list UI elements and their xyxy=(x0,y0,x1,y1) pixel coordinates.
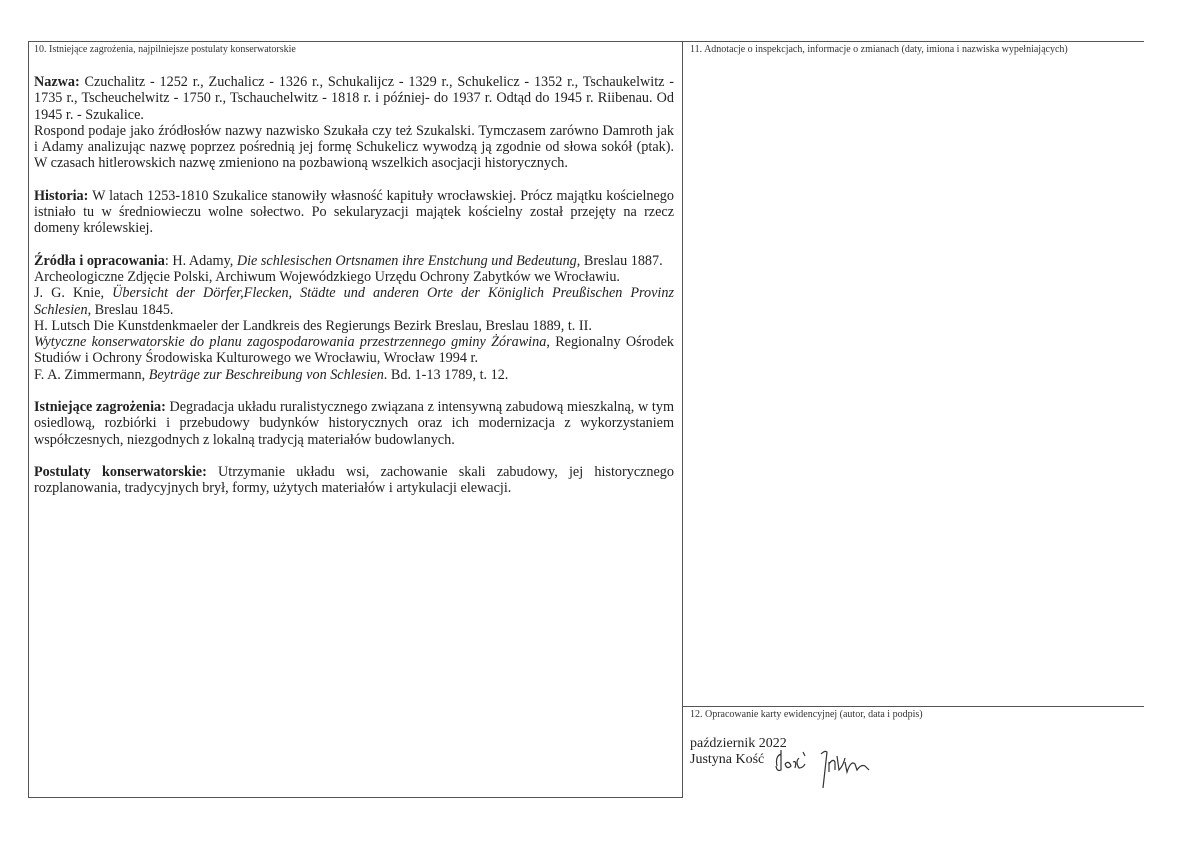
card-date: październik 2022 xyxy=(690,736,787,751)
section11-caption: 11. Adnotacje o inspekcjach, informacje o zmianach (daty, imiona i nazwiska wypełniających) xyxy=(690,44,1068,55)
source-pre: : H. Adamy, xyxy=(164,252,237,269)
source-pre: J. G. Knie, xyxy=(34,285,113,302)
zagrozenia-label: Istniejące zagrożenia: xyxy=(34,399,166,416)
source-pre: F. A. Zimmermann, xyxy=(34,366,149,383)
postulaty-paragraph xyxy=(34,464,674,497)
frame-top-line xyxy=(28,41,1144,42)
frame-bottom-line xyxy=(28,797,683,798)
source-post: , Breslau 1887. xyxy=(576,252,663,269)
historia-label: Historia: xyxy=(34,187,89,204)
historia-paragraph xyxy=(34,188,674,237)
nazwa-etymology: Rospond podaje jako źródłosłów nazwy nazwisko Szukała czy też Szukalski. Tymczasem zarówno Damroth jak i Adamy analizując nazwę poprzez pośrednią jej formę Schukelicz wywodzą ją zgodnie od słowa sokół (ptak). W czasach hitlerowskich nazwę zmieniono na pozbawioną wszelkich asocjacji historycznych. xyxy=(34,122,674,172)
zagrozenia-text: Degradacja układu ruralistycznego związana z intensywną zabudową mieszkalną, w tym osiedlową, rozbiórki i przebudowy budynków historycznych oraz ich modernizacja z wykorzystaniem współczesnych, niezgodnych z lokalną tradycją materiałów budowlanych. xyxy=(34,399,674,448)
frame-left-line xyxy=(28,41,29,798)
source-italic: Beyträge zur Beschreibung von Schlesien xyxy=(148,366,384,383)
source-pre: H. Lutsch Die Kunstdenkmaeler der Landkreis des Regierungs Bezirk Breslau, Breslau 1889, t. II. xyxy=(34,317,592,334)
card-author: Justyna Kość xyxy=(690,752,765,767)
source-entry xyxy=(34,334,674,366)
source-italic: Die schlesischen Ortsnamen ihre Enstchung und Bedeutung xyxy=(236,252,577,269)
source-entry xyxy=(34,318,592,334)
zrodla-paragraph xyxy=(34,253,674,383)
nazwa-paragraph xyxy=(34,74,674,172)
source-italic: Wytyczne konserwatorskie do planu zagospodarowania przestrzennego gminy Żórawina xyxy=(34,334,547,351)
source-post: , Breslau 1845. xyxy=(87,301,174,318)
zagrozenia-paragraph xyxy=(34,399,674,448)
section10-content xyxy=(34,74,674,513)
postulaty-label: Postulaty konserwatorskie: xyxy=(34,463,207,480)
section12-divider xyxy=(682,706,1144,707)
historia-text: W latach 1253-1810 Szukalice stanowiły własność kapituły wrocławskiej. Prócz majątku kościelnego istniało tu w średniowieczu wolne sołectwo. Po sekularyzacji majątek kościelny został przejęty na rzecz domeny królewskiej. xyxy=(34,187,674,237)
source-entry xyxy=(34,367,508,383)
source-post: , Regionalny Ośrodek Studiów i Ochrony Środowiska Kulturowego we Wrocławiu, Wrocław 1994 r. xyxy=(34,334,674,367)
postulaty-text: Utrzymanie układu wsi, zachowanie skali zabudowy, jej historycznego rozplanowania, tradycyjnych brył, formy, użytych materiałów i artykulacji elewacji. xyxy=(34,463,674,497)
source-italic: Übersicht der Dörfer,Flecken, Städte und anderen Orte der Königlich Preußischen Provinz Schlesien xyxy=(34,285,674,318)
source-entry xyxy=(34,269,620,285)
source-entry xyxy=(34,285,674,317)
nazwa-text: Czuchalitz - 1252 r., Zuchalicz - 1326 r., Schukalijcz - 1329 r., Schukelicz - 1352 r., Tschaukelwitz - 1735 r., Tscheuchelwitz - 1750 r., Tschauchelwitz - 1818 r. i później- do 1937 r. Odtąd do 1945 r. Riibenau. Od 1945 r. - Szukalice. xyxy=(34,74,674,123)
source-entry xyxy=(165,253,663,269)
nazwa-label: Nazwa: xyxy=(34,74,80,90)
handwritten-signature xyxy=(773,748,893,798)
section12-caption: 12. Opracowanie karty ewidencyjnej (autor, data i podpis) xyxy=(690,709,923,720)
zrodla-label: Źródła i opracowania xyxy=(34,252,165,269)
section10-caption: 10. Istniejące zagrożenia, najpilniejsze postulaty konserwatorskie xyxy=(34,44,296,55)
source-post: . Bd. 1-13 1789, t. 12. xyxy=(383,366,509,383)
column-divider xyxy=(682,41,683,798)
source-pre: Archeologiczne Zdjęcie Polski, Archiwum Wojewódzkiego Urzędu Ochrony Zabytków we Wrocławiu. xyxy=(34,268,620,285)
